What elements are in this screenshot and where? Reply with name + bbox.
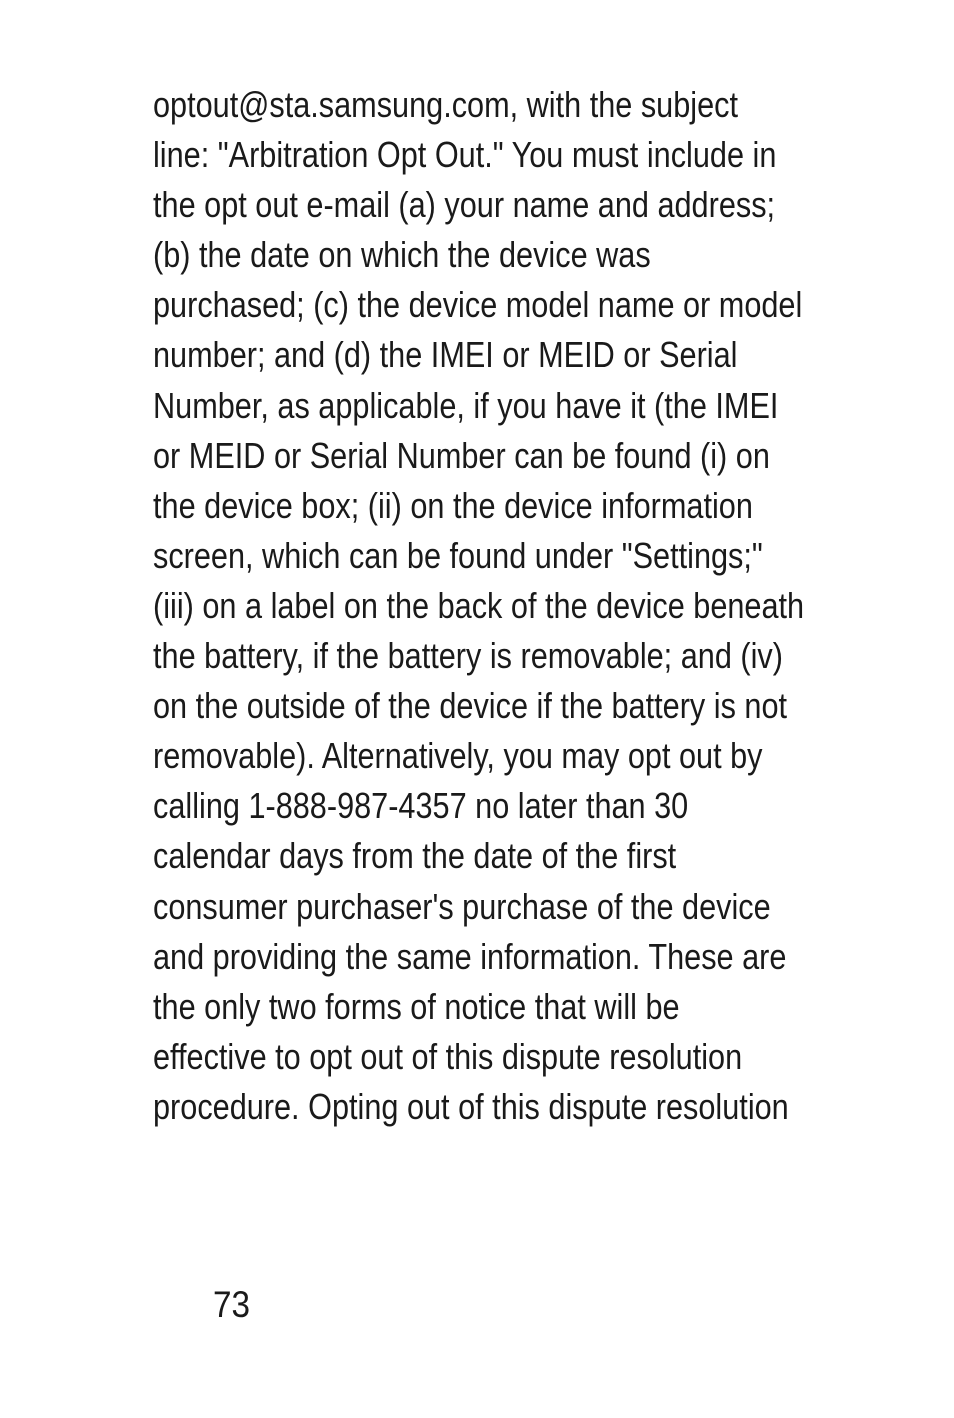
paragraph-line: procedure. Opting out of this dispute resolution xyxy=(153,1085,789,1127)
paragraph-line: purchased; (c) the device model name or model xyxy=(153,284,803,326)
page-number: 73 xyxy=(213,1284,251,1325)
paragraph-line: calling 1-888-987-4357 no later than 30 xyxy=(153,785,689,827)
paragraph-line: and providing the same information. These are xyxy=(153,935,787,977)
paragraph-line: screen, which can be found under "Settings;" xyxy=(153,534,763,576)
paragraph-line: the opt out e-mail (a) your name and address; xyxy=(153,184,776,226)
paragraph-line: (iii) on a label on the back of the device beneath xyxy=(153,584,805,626)
paragraph-line: optout@sta.samsung.com, with the subject xyxy=(153,84,739,125)
body-paragraph xyxy=(153,80,805,1132)
paragraph-line: (b) the date on which the device was xyxy=(153,234,651,276)
paragraph-line: consumer purchaser's purchase of the device xyxy=(153,885,771,927)
paragraph-line: removable). Alternatively, you may opt out by xyxy=(153,735,763,777)
paragraph-line: the only two forms of notice that will be xyxy=(153,985,680,1027)
paragraph-line: or MEID or Serial Number can be found (i) on xyxy=(153,434,770,476)
paragraph-line: the battery, if the battery is removable; and (iv) xyxy=(153,635,783,677)
paragraph-line: Number, as applicable, if you have it (the IMEI xyxy=(153,384,779,426)
paragraph-line: effective to opt out of this dispute resolution xyxy=(153,1035,743,1077)
paragraph-line: number; and (d) the IMEI or MEID or Serial xyxy=(153,334,738,376)
paragraph-line: calendar days from the date of the first xyxy=(153,835,677,877)
paragraph-line: line: "Arbitration Opt Out." You must include in xyxy=(153,134,777,176)
paragraph-line: the device box; (ii) on the device information xyxy=(153,484,753,526)
paragraph-line: on the outside of the device if the battery is not xyxy=(153,685,788,727)
